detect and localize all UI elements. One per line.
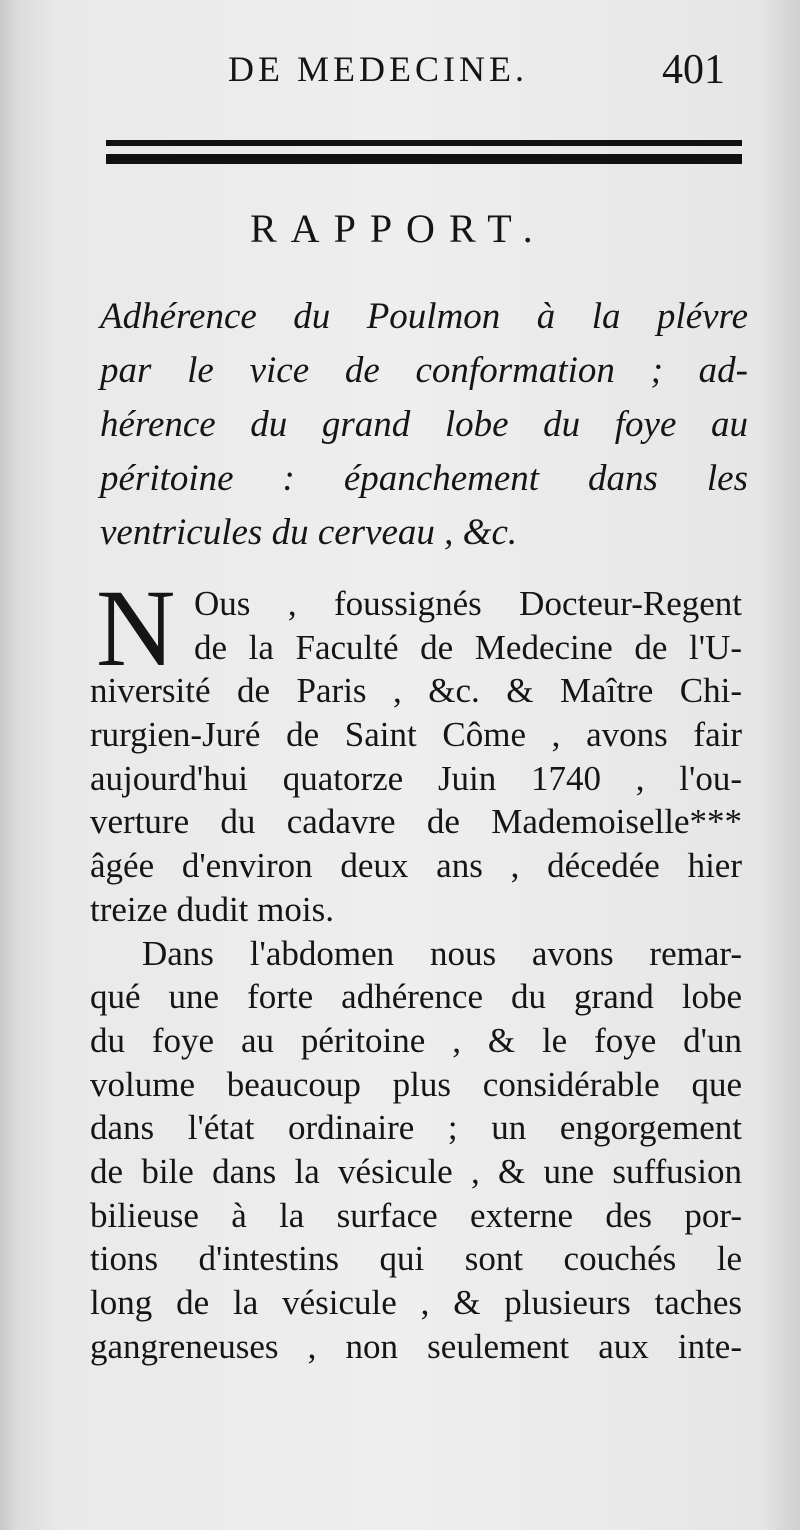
paragraph-line: gangreneuses , non seulement aux inte- — [90, 1326, 742, 1366]
paragraph-line: de bile dans la vésicule , & une suffusion — [90, 1151, 742, 1191]
subtitle-line: Adhérence du Poulmon à la plévre — [100, 296, 748, 337]
paragraph-line: Dans l'abdomen nous avons remar- — [142, 933, 742, 973]
running-title: DE MEDECINE. — [228, 49, 528, 89]
paragraph-line: Ous , foussignés Docteur-Regent — [194, 584, 742, 623]
page-number: 401 — [662, 47, 725, 93]
paragraph-line: tions d'intestins qui sont couchés le — [90, 1239, 742, 1279]
paragraph-line: de la Faculté de Medecine de l'U- — [194, 627, 742, 667]
paragraph-line: treize dudit mois. — [90, 889, 334, 929]
ornamental-rule — [106, 140, 742, 166]
paragraph-line: verture du cadavre de Mademoiselle*** — [90, 802, 742, 842]
paragraph-line: dans l'état ordinaire ; un engorgement — [90, 1108, 742, 1148]
paragraph-line: qué une forte adhérence du grand lobe — [90, 977, 742, 1017]
section-subtitle — [100, 290, 748, 560]
paragraph-line: bilieuse à la surface externe des por- — [90, 1195, 742, 1235]
section-heading: RAPPORT. — [250, 206, 547, 251]
paragraph-line: volume beaucoup plus considérable que — [90, 1064, 742, 1104]
rule-thin-bar — [106, 140, 742, 146]
paragraph-line: long de la vésicule , & plusieurs taches — [90, 1283, 742, 1322]
paragraph-line: âgée d'environ deux ans , décedée hier — [90, 846, 742, 886]
subtitle-line: péritoine : épanchement dans les — [100, 458, 748, 499]
body-text — [90, 582, 742, 1368]
subtitle-line: par le vice de conformation ; ad- — [100, 350, 748, 391]
paragraph-line: aujourd'hui quatorze Juin 1740 , l'ou- — [90, 758, 742, 798]
rule-thick-bar — [106, 154, 742, 164]
paragraph-line: rurgien-Juré de Saint Côme , avons fair — [90, 715, 742, 755]
paragraph-line: du foye au péritoine , & le foye d'un — [90, 1020, 742, 1060]
paragraph-line: niversité de Paris , &c. & Maître Chi- — [90, 671, 742, 711]
subtitle-line: ventricules du cerveau , &c. — [100, 512, 518, 553]
subtitle-line: hérence du grand lobe du foye au — [100, 404, 748, 445]
running-head — [228, 40, 748, 100]
drop-cap: N — [96, 567, 176, 689]
